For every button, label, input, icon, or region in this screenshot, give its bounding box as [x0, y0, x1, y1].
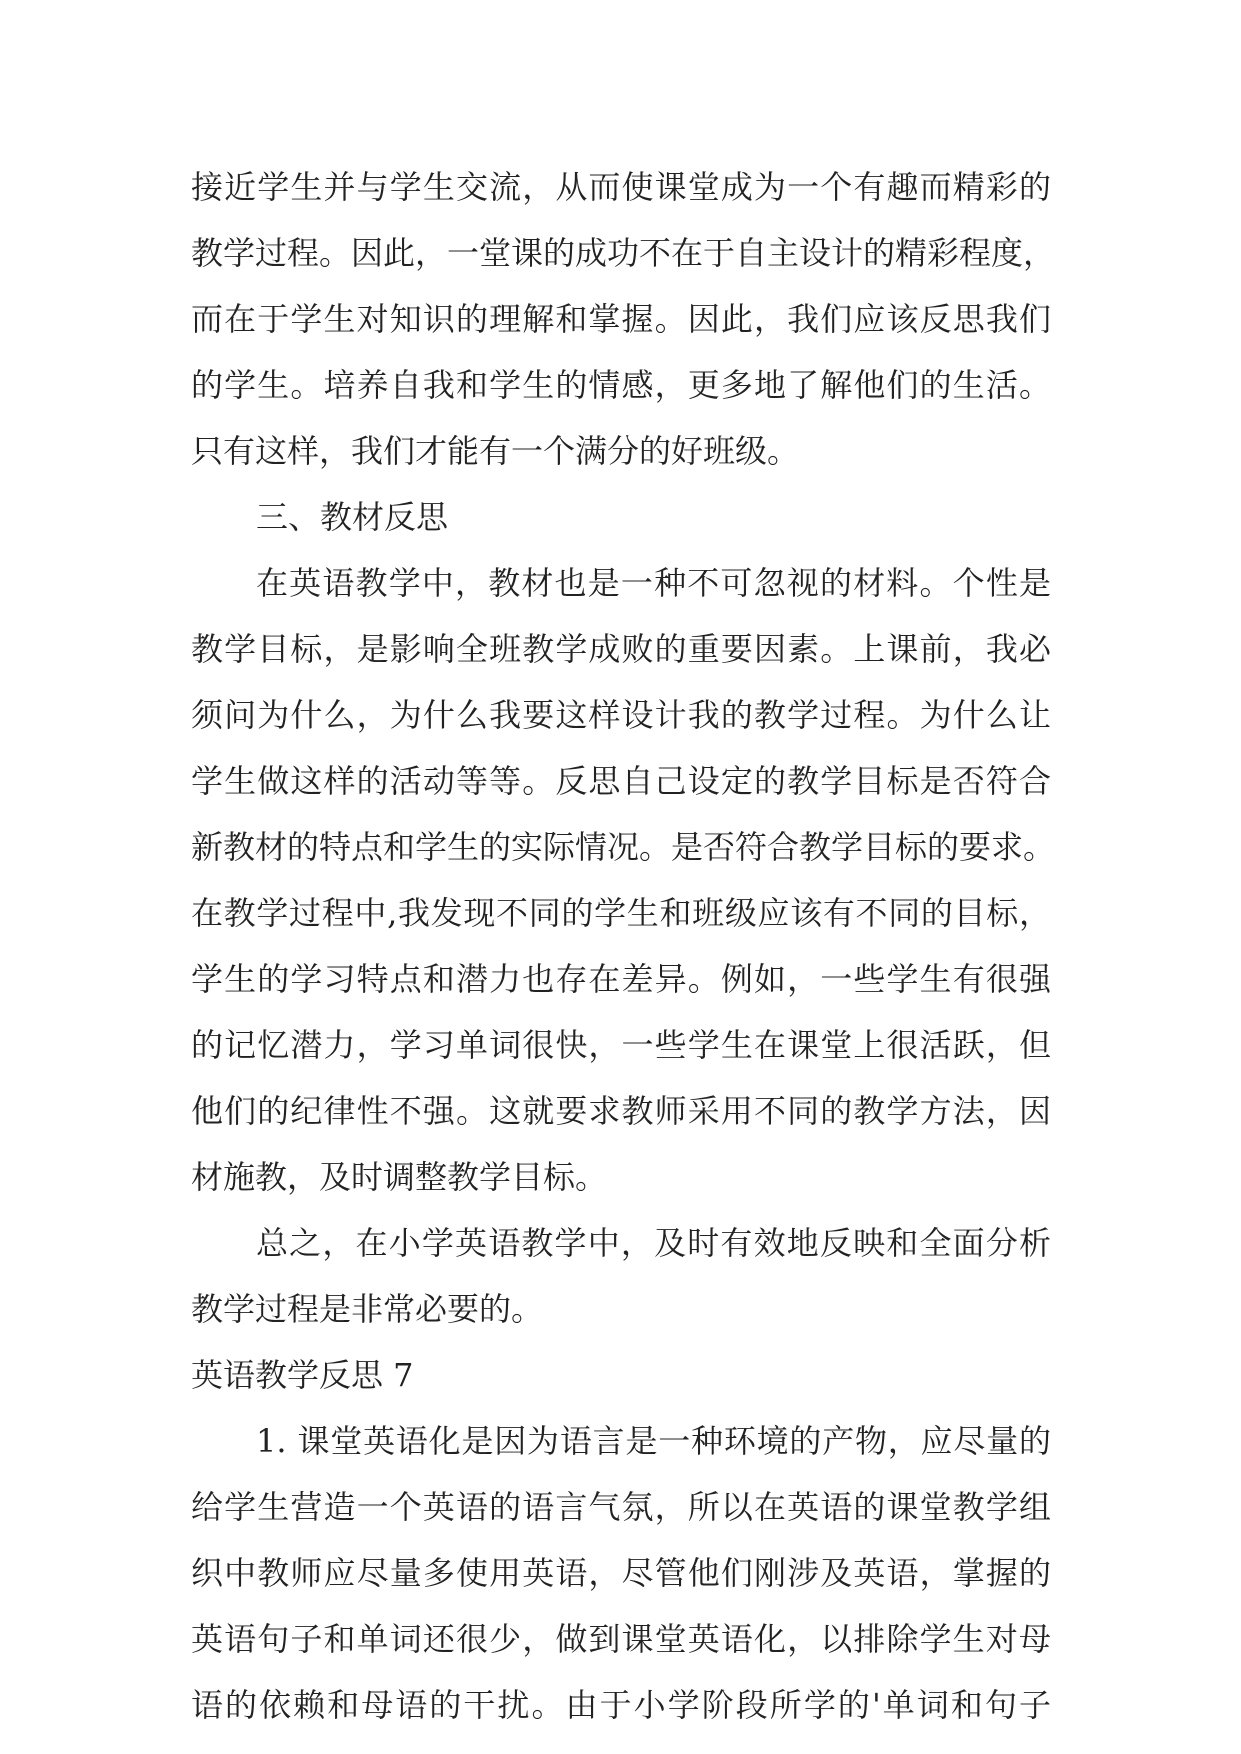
- paragraph-line: 材施教，及时调整教学目标。: [191, 1158, 608, 1196]
- paragraph-line: 他们的纪律性不强。这就要求教师采用不同的教学方法，因: [191, 1092, 1051, 1130]
- paragraph-line: 在英语教学中，教材也是一种不可忽视的材料。个性是: [256, 564, 1051, 602]
- paragraph-line: 织中教师应尽量多使用英语，尽管他们刚涉及英语，掌握的: [191, 1554, 1051, 1592]
- paragraph-line: 英语句子和单词还很少，做到课堂英语化，以排除学生对母: [191, 1620, 1051, 1658]
- paragraph-line: 教学过程。因此，一堂课的成功不在于自主设计的精彩程度，: [191, 234, 1056, 272]
- paragraph-line: 新教材的特点和学生的实际情况。是否符合教学目标的要求。: [191, 828, 1056, 866]
- paragraph-line: 学生的学习特点和潜力也存在差异。例如，一些学生有很强: [191, 960, 1051, 998]
- paragraph-line: 教学过程是非常必要的。: [191, 1290, 544, 1328]
- paragraph-line: 1. 课堂英语化是因为语言是一种环境的产物，应尽量的: [256, 1422, 1051, 1460]
- paragraph-line: 而在于学生对知识的理解和掌握。因此，我们应该反思我们: [191, 300, 1051, 338]
- paragraph-line: 学生做这样的活动等等。反思自己设定的教学目标是否符合: [191, 762, 1051, 800]
- paragraph-line: 教学目标，是影响全班教学成败的重要因素。上课前，我必: [191, 630, 1051, 668]
- paragraph-line: 总之，在小学英语教学中，及时有效地反映和全面分析: [256, 1224, 1051, 1262]
- paragraph-line: 须问为什么，为什么我要这样设计我的教学过程。为什么让: [191, 696, 1051, 734]
- paragraph-line: 在教学过程中,我发现不同的学生和班级应该有不同的目标，: [191, 894, 1051, 932]
- paragraph-line: 的记忆潜力，学习单词很快，一些学生在课堂上很活跃，但: [191, 1026, 1051, 1064]
- paragraph-line: 的学生。培养自我和学生的情感，更多地了解他们的生活。: [191, 366, 1051, 404]
- paragraph-line: 接近学生并与学生交流，从而使课堂成为一个有趣而精彩的: [191, 168, 1051, 206]
- paragraph-line: 只有这样，我们才能有一个满分的好班级。: [191, 432, 800, 470]
- section-heading: 三、教材反思: [256, 498, 449, 536]
- paragraph-line: 语的依赖和母语的干扰。由于小学阶段所学的'单词和句子: [191, 1686, 1051, 1724]
- article-title: 英语教学反思 7: [191, 1356, 414, 1394]
- paragraph-line: 给学生营造一个英语的语言气氛，所以在英语的课堂教学组: [191, 1488, 1051, 1526]
